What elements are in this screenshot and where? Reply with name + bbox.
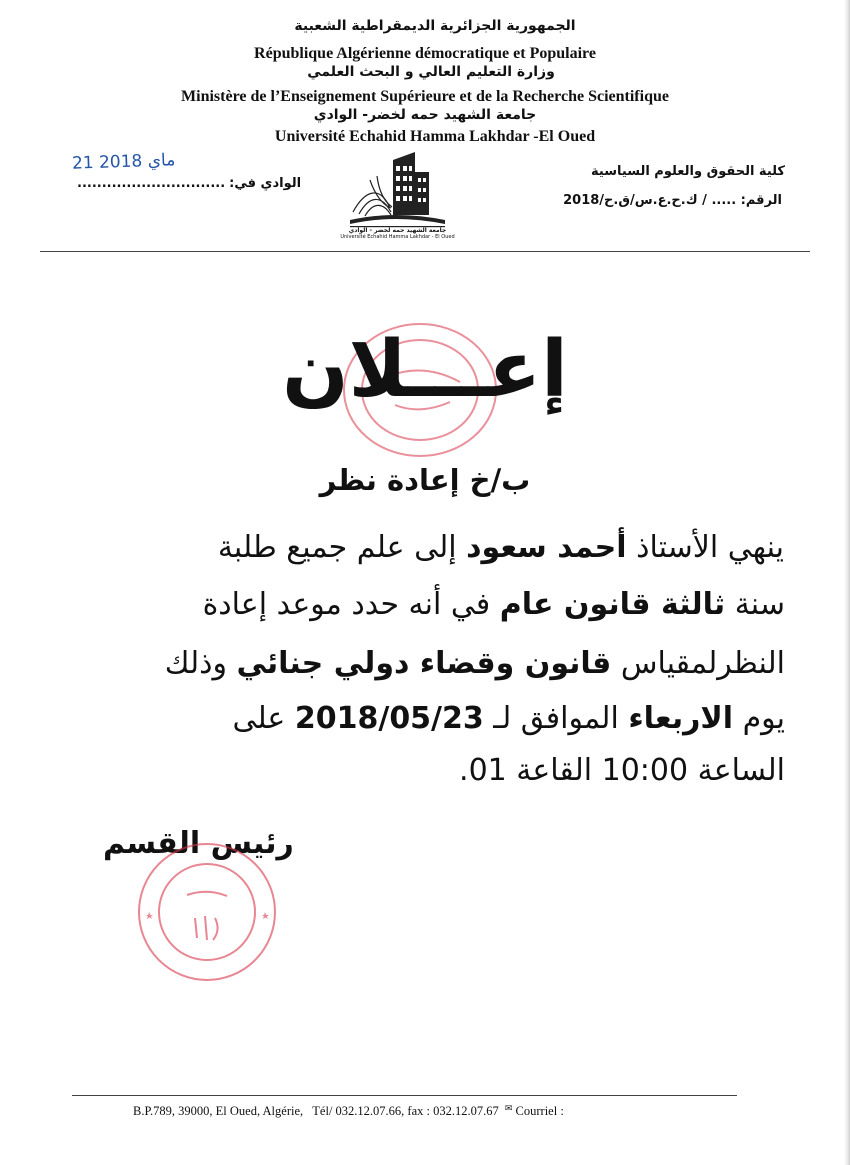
ministry-french: Ministère de l’Enseignement Supérieure et de la Recherche Scientifique [181, 88, 669, 105]
announcement-title: إعـــلان [282, 325, 568, 415]
body-line-5-text-c: القاعة 01. [459, 753, 602, 788]
footer-contact [133, 1103, 564, 1119]
footer-address: B.P.789, 39000, El Oued, Algérie, [133, 1104, 304, 1118]
reference-number: الرقم: ..... / ك.ح.ع.س/ق.ح/2018 [563, 193, 782, 208]
republic-french: République Algérienne démocratique et Populaire [254, 45, 596, 62]
student-level: ثالثة قانون عام [499, 587, 726, 622]
page-edge [844, 0, 850, 1165]
mail-icon: ✉ [504, 1103, 513, 1113]
university-french: Université Echahid Hamma Lakhdar -El Oued [274, 128, 596, 145]
footer-phone: Tél/ 032.12.07.66, fax : 032.12.07.67 [312, 1104, 499, 1118]
faculty-name: كلية الحقوق والعلوم السياسية [591, 164, 785, 179]
exam-date: 2018/05/23 [294, 701, 484, 736]
handwritten-date: 21 ماي 2018 [71, 150, 176, 174]
footer-divider [72, 1095, 737, 1096]
body-line-2-text-c: في أنه حدد موعد إعادة [202, 587, 500, 622]
signature-title: رئيس القسم [103, 826, 294, 861]
body-line-2 [203, 587, 785, 622]
ministry-arabic: وزارة التعليم العالي و البحث العلمي [307, 64, 555, 80]
body-line-2-text-a: سنة [725, 587, 785, 622]
body-line-3 [165, 646, 785, 681]
announcement-subtitle: ب/خ إعادة نظر [319, 463, 531, 497]
course-name: قانون وقضاء دولي جنائي [236, 646, 612, 681]
header-divider [40, 251, 810, 252]
weekday: الاربعاء [628, 701, 734, 736]
body-line-1-text-c: إلى علم جميع طلبة [217, 530, 467, 565]
body-line-5 [459, 753, 785, 788]
body-line-3-text-c: وذلك [164, 646, 237, 681]
logo-caption-arabic: جامعة الشهيد حمه لخضر - الوادي [348, 227, 447, 234]
body-line-4 [232, 701, 785, 736]
university-arabic: جامعة الشهيد حمه لخضر- الوادي [313, 107, 537, 123]
department-stamp-icon [135, 840, 280, 985]
body-line-4-text-a: يوم [733, 701, 785, 736]
body-line-4-text-c: الموافق لـ [483, 701, 629, 736]
body-line-3-text-a: النظرلمقياس [611, 646, 785, 681]
body-line-5-text-a: الساعة [688, 753, 785, 788]
body-line-4-text-e: على [232, 701, 295, 736]
logo-caption-french: Université Echahid Hamma Lakhdar - El Oued [340, 234, 455, 240]
date-dots: .............................. [77, 176, 226, 191]
place-label: الوادي في: [229, 176, 302, 191]
body-line-1 [218, 530, 784, 565]
logo-caption [330, 228, 465, 240]
exam-time: 10:00 [601, 753, 689, 788]
republic-arabic: الجمهورية الجزائرية الديمقراطية الشعبية [294, 18, 576, 34]
body-line-1-text-a: ينهي الأستاذ [626, 530, 784, 565]
footer-email-label: Courriel : [515, 1104, 564, 1118]
professor-name: أحمد سعود [466, 530, 627, 565]
place-date [77, 176, 301, 191]
